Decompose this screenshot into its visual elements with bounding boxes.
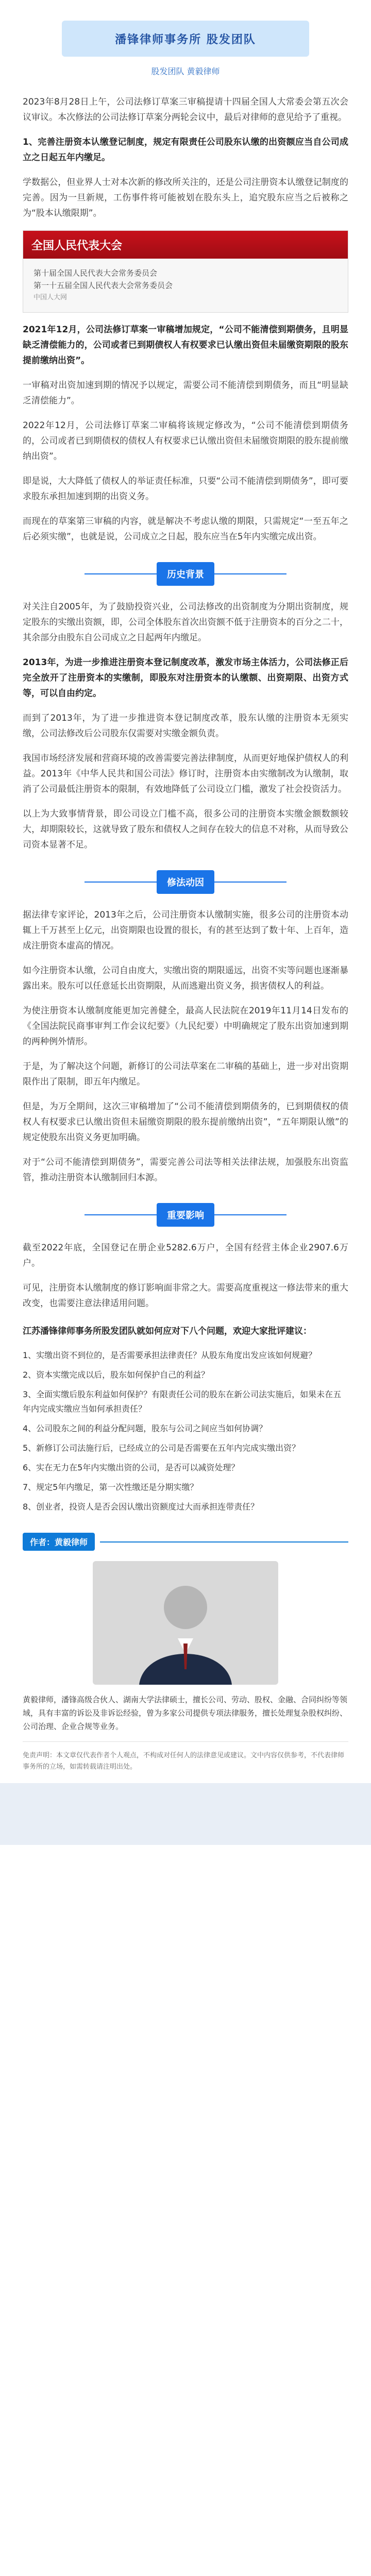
- paragraph: 而到了2013年，为了进一步推进资本登记制度改革，股东认缴的注册资本无须实缴，公司法修改后公司股东仅需要对实缴金额负责。: [23, 713, 348, 739]
- section-title: 重要影响: [157, 1203, 214, 1227]
- person-icon: [129, 1571, 242, 1685]
- npc-figure: [23, 230, 348, 313]
- qa-item: 4、公司股东之间的利益分配问题，股东与公司之间应当如何协调？: [23, 1423, 267, 1433]
- paragraph: 对关注自2005年，为了鼓励投资兴业，公司法修改的出资制度为分期出资制度，规定股东的实缴出资额，即，公司全体股东首次出资额不低于注册资本的百分之二十，其余部分由股东自公司成立之日起两年内缴足。: [23, 602, 348, 643]
- section-history: [23, 562, 348, 586]
- author-tag: 作者：黄毅律师: [23, 1533, 95, 1551]
- paragraph: 2022年12月，公司法修订草案二审稿将该规定修改为，“公司不能清偿到期债务的，公司或者已到期债权的债权人有权要求已认缴出资但未届缴资期限的股东提前缴纳出资”。: [23, 420, 348, 462]
- npc-figure-line-1: 第十届全国人民代表大会常务委员会: [33, 268, 158, 278]
- paragraph: 一审稿对出资加速到期的情况予以规定，需要公司不能清偿到期债务，而且“明显缺乏清偿能力”。: [23, 380, 348, 406]
- divider-line: [100, 1541, 348, 1543]
- paragraph-emphasis: 1、完善注册资本认缴登记制度，规定有限责任公司股东认缴的出资额应当自公司成立之日起五年内缴足。: [23, 137, 348, 163]
- divider-line: [214, 882, 286, 883]
- header-banner: [62, 21, 309, 57]
- paragraph: 而现在的草案第三审稿的内容，就是解决不考虑认缴的期限，只需规定“一至五年之后必须实缴”，也就是说，公司成立之日起，股东应当在5年内实缴完成出资。: [23, 516, 348, 542]
- paragraph: 即是说，大大降低了债权人的举证责任标准，只要“公司不能清偿到期债务”，即可要求股东承担加速到期的出资义务。: [23, 476, 348, 502]
- paragraph: 为使注册资本认缴制度能更加完善健全，最高人民法院在2019年11月14日发布的《全国法院民商事审判工作会议纪要》（九民纪要）中明确规定了股东出资加速到期的两种例外情形。: [23, 1006, 348, 1047]
- paragraph-emphasis: 2021年12月，公司法修订草案一审稿增加规定，“公司不能清偿到期债务，且明显缺乏清偿能力的，公司或者已到期债权人有权要求已认缴出资但未届缴资期限的股东提前缴纳出资”。: [23, 325, 348, 366]
- npc-figure-line-2: 第一十五届全国人民代表大会常务委员会: [33, 281, 173, 290]
- author-photo: [93, 1561, 278, 1685]
- disclaimer: 免责声明：本文章仅代表作者个人观点，不构成对任何人的法律意见或建议。文中内容仅供参考，不代表律师事务所的立场，如需转载请注明出处。: [23, 1741, 348, 1773]
- author-header: [23, 1533, 348, 1551]
- npc-figure-bar: 全国人民代表大会: [23, 231, 348, 259]
- header-title: 潘锋律师事务所 股发团队: [115, 33, 256, 46]
- section-title: 历史背景: [157, 562, 214, 586]
- qa-item: 1、实缴出资不到位的，是否需要承担法律责任？从股东角度出发应该如何规避？: [23, 1350, 317, 1360]
- paragraph: 我国市场经济发展和营商环境的改善需要完善法律制度，从而更好地保护债权人的利益。2013年《中华人民共和国公司法》修订时，注册资本由实缴制改为认缴制，取消了公司最低注册资本的限制，有效地降低了公司设立门槛，激发了社会投资活力。: [23, 753, 348, 794]
- qa-block: [23, 1324, 348, 1514]
- section-impact: [23, 1203, 348, 1227]
- divider-line: [214, 1214, 286, 1215]
- paragraph: 如今注册资本认缴，公司自由度大，实缴出资的期限遥远，出资不实等问题也逐渐暴露出来。股东可以任意延长出资期限，从而逃避出资义务，损害债权人的利益。: [23, 965, 348, 991]
- header-subtitle: 股发团队 黄毅律师: [151, 66, 220, 76]
- qa-item: 3、全面实缴后股东利益如何保护？有限责任公司的股东在新公司法实施后，如果未在五年内完成实缴应当如何承担责任？: [23, 1389, 342, 1414]
- qa-item: 7、规定5年内缴足，第一次性缴还是分期实缴？: [23, 1482, 198, 1492]
- qa-item: 2、资本实缴完成以后，股东如何保护自己的利益？: [23, 1370, 210, 1380]
- divider-line: [85, 1214, 157, 1215]
- npc-figure-caption: 中国人大网: [33, 294, 68, 301]
- paragraph: 据法律专家评论，2013年之后，公司注册资本认缴制实施，很多公司的注册资本动辄上千万甚至上亿元，出资期限也设置的很长，有的甚至达到了数十年、上百年，造成注册资本虚高的情况。: [23, 910, 348, 951]
- paragraph: 学数据公，但业界人士对本次新的修改所关注的，还是公司注册资本认缴登记制度的完善。因为一旦新规，工伤事件将可能被划在股东头上，追究股东应当之后被称之为“股本认缴限期”。: [23, 177, 348, 218]
- author-photo-wrap: [23, 1561, 348, 1685]
- article-body: [0, 77, 371, 1773]
- qa-intro: 江苏潘锋律师事务所股发团队就如何应对下八个问题，欢迎大家批评建议：: [23, 1326, 312, 1336]
- footer-banner: [0, 1783, 371, 1845]
- paragraph: 以上为大致事情背景，即公司设立门槛不高，很多公司的注册资本实缴金额数额较大，却期限较长，这就导致了股东和债权人之间存在较大的信息不对称，从而导致公司资本显著不足。: [23, 809, 348, 850]
- divider-line: [214, 573, 286, 574]
- author-bio: 黄毅律师，潘锋高级合伙人、湖南大学法律硕士，擅长公司、劳动、股权、金融、合同纠纷等领域，具有丰富的诉讼及非诉讼经验，曾为多家公司提供专项法律服务，擅长处理复杂股权纠纷、公司治理、企业合规等业务。: [23, 1695, 348, 1731]
- section-motivation: [23, 870, 348, 894]
- qa-item: 6、实在无力在5年内实缴出资的公司，是否可以减资处理？: [23, 1463, 240, 1472]
- divider-line: [85, 882, 157, 883]
- paragraph: 但是，为万全期间，这次三审稿增加了“公司不能清偿到期债务的，已到期债权的债权人有权要求已认缴出资但未届缴资期限的股东提前缴纳出资”，“五年期限认缴”的规定使股东出资义务更加明确。: [23, 1101, 348, 1143]
- qa-item: 8、创业者，投资人是否会因认缴出资额度过大而承担连带责任？: [23, 1502, 259, 1512]
- qa-item: 5、新修订公司法施行后，已经成立的公司是否需要在五年内完成实缴出资？: [23, 1443, 300, 1453]
- paragraph: 可见，注册资本认缴制度的修订影响面非常之大。需要高度重视这一修法带来的重大改变，也需要注意法律适用问题。: [23, 1283, 348, 1309]
- npc-figure-body: [23, 259, 348, 312]
- paragraph: 对于“公司不能清偿到期债务”，需要完善公司法等相关法律法规，加强股东出资监管，推动注册资本认缴制回归本源。: [23, 1157, 348, 1183]
- paragraph: 于是，为了解决这个问题，新修订的公司法草案在二审稿的基础上，进一步对出资期限作出了限制，即五年内缴足。: [23, 1061, 348, 1087]
- paragraph-emphasis: 2013年，为进一步推进注册资本登记制度改革，激发市场主体活力，公司法修正后完全放开了注册资本的实缴制，即股东对注册资本的认缴额、出资期限、出资方式等，可以自由约定。: [23, 657, 348, 699]
- divider-line: [85, 573, 157, 574]
- paragraph: 2023年8月28日上午，公司法修订草案三审稿提请十四届全国人大常委会第五次会议审议。本次修法的公司法修订草案分两轮会议中，最后对律师的意见给予了重视。: [23, 97, 348, 123]
- paragraph: 截至2022年底，全国登记在册企业5282.6万户，全国有经营主体企业2907.6万户。: [23, 1243, 348, 1268]
- section-title: 修法动因: [157, 870, 214, 894]
